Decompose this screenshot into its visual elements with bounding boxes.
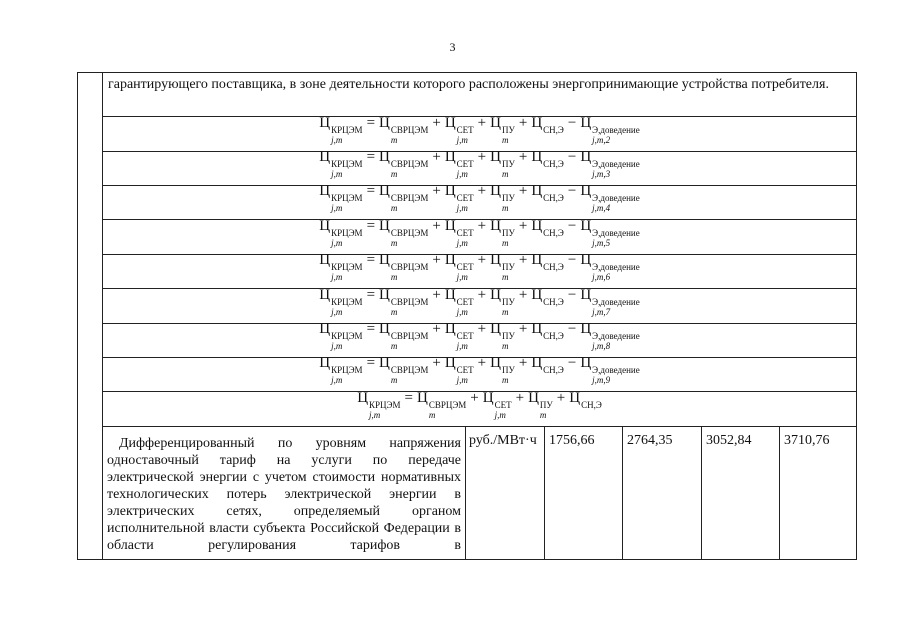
lhs-sub: j,m — [331, 307, 343, 317]
term-1-base: Ц — [379, 149, 390, 165]
term-3-sup: ПУ — [501, 365, 515, 375]
lhs-sub: j,m — [331, 135, 343, 145]
term-2-sup: СЕТ — [456, 297, 474, 307]
operator: + — [432, 218, 441, 234]
operator: + — [477, 355, 487, 371]
lhs-base: Ц — [319, 115, 331, 131]
index-column — [78, 73, 103, 559]
term-5-sup: Э,доведение — [592, 331, 640, 341]
formula — [103, 390, 856, 420]
term-2-sub: j,m — [456, 272, 468, 282]
term-4-base: Ц — [531, 183, 543, 199]
operator: − — [567, 321, 577, 337]
operator: = — [366, 321, 376, 337]
term-1-sup: СВРЦЭМ — [390, 365, 429, 375]
tariff-value-3: 3052,84 — [706, 433, 752, 448]
term-2-sup: СЕТ — [456, 193, 474, 203]
term-3-base: Ц — [490, 252, 501, 268]
term-3-base: Ц — [490, 218, 501, 234]
term-3-base: Ц — [528, 390, 539, 406]
term-1-sub: m — [390, 135, 398, 145]
term-1-sub: m — [390, 307, 398, 317]
lhs-sup: КРЦЭМ — [331, 297, 363, 307]
term-4-sup: СН,Э — [581, 400, 602, 410]
operator: − — [567, 115, 577, 131]
term-5-base: Ц — [580, 218, 592, 234]
term-3-base: Ц — [490, 183, 501, 199]
operator: + — [432, 321, 441, 337]
term-1-sup: СВРЦЭМ — [390, 331, 429, 341]
term-1-base: Ц — [379, 355, 390, 371]
term-2-sub: j,m — [456, 307, 468, 317]
term-2-sup: СЕТ — [456, 125, 474, 135]
lhs-sup: КРЦЭМ — [331, 228, 363, 238]
term-5-base: Ц — [580, 321, 592, 337]
operator: + — [518, 321, 528, 337]
lhs-sup: КРЦЭМ — [331, 365, 363, 375]
term-1-sub: m — [390, 272, 398, 282]
operator: + — [477, 287, 487, 303]
lhs-sub: j,m — [331, 169, 343, 179]
operator: − — [567, 183, 577, 199]
formula — [103, 287, 856, 317]
term-1-sub: m — [428, 410, 436, 420]
term-3-sub: m — [501, 238, 509, 248]
operator: − — [567, 218, 577, 234]
operator: + — [470, 390, 479, 406]
operator: = — [404, 390, 413, 406]
term-3-sub: m — [501, 375, 509, 385]
operator: + — [432, 252, 441, 268]
formula — [103, 183, 856, 213]
term-1-base: Ц — [379, 115, 390, 131]
lhs-base: Ц — [319, 321, 331, 337]
term-2-base: Ц — [444, 321, 456, 337]
lhs-sup: КРЦЭМ — [369, 400, 401, 410]
term-1-sub: m — [390, 203, 398, 213]
term-1-sup: СВРЦЭМ — [390, 262, 429, 272]
term-4-sup: СН,Э — [543, 228, 564, 238]
term-4-sup: СН,Э — [543, 331, 564, 341]
operator: + — [518, 149, 528, 165]
term-4-sup: СН,Э — [543, 297, 564, 307]
formula — [103, 355, 856, 385]
operator: = — [366, 355, 376, 371]
lhs-base: Ц — [319, 287, 331, 303]
term-3-sub: m — [501, 307, 509, 317]
term-2-base: Ц — [444, 252, 456, 268]
term-4-sup: СН,Э — [543, 262, 564, 272]
term-1-sub: m — [390, 341, 398, 351]
term-4-base: Ц — [531, 287, 543, 303]
term-5-sub: j,m,5 — [592, 238, 611, 248]
term-5-sup: Э,доведение — [592, 193, 640, 203]
term-5-base: Ц — [580, 183, 592, 199]
term-1-base: Ц — [379, 218, 390, 234]
term-2-sub: j,m — [456, 238, 468, 248]
lhs-base: Ц — [319, 183, 331, 199]
term-1-sub: m — [390, 238, 398, 248]
formula-row — [103, 391, 856, 426]
tariff-value-1: 1756,66 — [549, 433, 595, 448]
term-3-base: Ц — [490, 355, 501, 371]
term-3-base: Ц — [490, 287, 501, 303]
term-5-sup: Э,доведение — [592, 159, 640, 169]
lhs-sub: j,m — [331, 238, 343, 248]
term-1-sup: СВРЦЭМ — [390, 228, 429, 238]
lhs-sub: j,m — [331, 341, 343, 351]
intro-text: гарантирующего поставщика, в зоне деятельности которого расположены энергопринимающие устройства потребителя. — [108, 77, 829, 92]
term-3-sup: ПУ — [501, 262, 515, 272]
formula — [103, 149, 856, 179]
lhs-sup: КРЦЭМ — [331, 125, 363, 135]
term-3-base: Ц — [490, 115, 501, 131]
formula-row — [103, 219, 856, 254]
term-2-sub: j,m — [456, 341, 468, 351]
term-2-sub: j,m — [456, 203, 468, 213]
term-2-base: Ц — [482, 390, 494, 406]
term-4-base: Ц — [531, 149, 543, 165]
term-1-base: Ц — [379, 287, 390, 303]
tariff-row — [103, 426, 856, 559]
term-1-base: Ц — [379, 252, 390, 268]
term-4-base: Ц — [531, 218, 543, 234]
term-5-base: Ц — [580, 252, 592, 268]
term-3-sup: ПУ — [501, 297, 515, 307]
lhs-sup: КРЦЭМ — [331, 331, 363, 341]
term-4-sup: СН,Э — [543, 193, 564, 203]
lhs-sup: КРЦЭМ — [331, 159, 363, 169]
term-5-sub: j,m,3 — [592, 169, 611, 179]
term-5-base: Ц — [580, 115, 592, 131]
term-2-sub: j,m — [456, 135, 468, 145]
term-2-sup: СЕТ — [456, 228, 474, 238]
term-5-base: Ц — [580, 287, 592, 303]
operator: − — [567, 252, 577, 268]
term-3-base: Ц — [490, 321, 501, 337]
term-1-sup: СВРЦЭМ — [390, 159, 429, 169]
operator: = — [366, 252, 376, 268]
term-1-sub: m — [390, 169, 398, 179]
term-2-sub: j,m — [456, 375, 468, 385]
operator: + — [477, 149, 487, 165]
operator: + — [477, 115, 487, 131]
operator: + — [477, 252, 487, 268]
term-2-base: Ц — [444, 183, 456, 199]
operator: + — [518, 115, 528, 131]
term-1-sup: СВРЦЭМ — [390, 125, 429, 135]
operator: = — [366, 218, 376, 234]
term-4-base: Ц — [531, 355, 543, 371]
lhs-sub: j,m — [331, 272, 343, 282]
formula — [103, 252, 856, 282]
operator: − — [567, 355, 577, 371]
term-3-sub: m — [501, 203, 509, 213]
formula — [103, 321, 856, 351]
lhs-base: Ц — [357, 390, 369, 406]
lhs-sup: КРЦЭМ — [331, 193, 363, 203]
term-2-sup: СЕТ — [456, 365, 474, 375]
formula-row — [103, 185, 856, 219]
term-2-sup: СЕТ — [456, 159, 474, 169]
operator: + — [432, 183, 441, 199]
operator: − — [567, 287, 577, 303]
term-3-sup: ПУ — [501, 159, 515, 169]
term-5-sup: Э,доведение — [592, 125, 640, 135]
lhs-sub: j,m — [331, 375, 343, 385]
term-2-sub: j,m — [456, 169, 468, 179]
term-1-sup: СВРЦЭМ — [390, 193, 429, 203]
operator: = — [366, 149, 376, 165]
term-5-sup: Э,доведение — [592, 262, 640, 272]
term-2-base: Ц — [444, 149, 456, 165]
formula-row — [103, 254, 856, 288]
term-2-base: Ц — [444, 355, 456, 371]
formula-row — [103, 288, 856, 323]
operator: + — [477, 218, 487, 234]
operator: = — [366, 115, 376, 131]
term-1-base: Ц — [416, 390, 428, 406]
operator: + — [432, 287, 441, 303]
term-5-sub: j,m,2 — [592, 135, 611, 145]
page-number: 3 — [449, 40, 456, 54]
operator: + — [518, 183, 528, 199]
term-5-sub: j,m,7 — [592, 307, 611, 317]
term-4-sup: СН,Э — [543, 365, 564, 375]
term-5-sub: j,m,8 — [592, 341, 611, 351]
term-1-base: Ц — [379, 183, 390, 199]
operator: − — [567, 149, 577, 165]
term-1-sup: СВРЦЭМ — [428, 400, 467, 410]
lhs-base: Ц — [319, 218, 331, 234]
formula-row — [103, 151, 856, 185]
term-2-base: Ц — [444, 287, 456, 303]
term-3-sub: m — [501, 169, 509, 179]
term-5-sup: Э,доведение — [592, 228, 640, 238]
operator: + — [518, 287, 528, 303]
term-3-sup: ПУ — [501, 228, 515, 238]
term-3-sup: ПУ — [501, 193, 515, 203]
term-3-sup: ПУ — [501, 331, 515, 341]
operator: + — [432, 149, 441, 165]
term-4-base: Ц — [569, 390, 581, 406]
term-2-sup: СЕТ — [456, 331, 474, 341]
term-2-base: Ц — [444, 218, 456, 234]
formula — [103, 115, 856, 145]
tariff-unit: руб./МВт·ч — [469, 433, 537, 448]
term-2-sup: СЕТ — [456, 262, 474, 272]
term-2-sup: СЕТ — [494, 400, 512, 410]
lhs-sub: j,m — [331, 203, 343, 213]
operator: + — [477, 321, 487, 337]
term-5-sub: j,m,6 — [592, 272, 611, 282]
term-3-base: Ц — [490, 149, 501, 165]
tariff-value-4: 3710,76 — [784, 433, 830, 448]
operator: + — [432, 115, 441, 131]
term-2-base: Ц — [444, 115, 456, 131]
term-3-sub: m — [501, 341, 509, 351]
term-5-sup: Э,доведение — [592, 297, 640, 307]
term-3-sub: m — [501, 135, 509, 145]
term-5-sub: j,m,9 — [592, 375, 611, 385]
term-4-sup: СН,Э — [543, 159, 564, 169]
operator: + — [515, 390, 525, 406]
operator: + — [518, 252, 528, 268]
lhs-base: Ц — [319, 355, 331, 371]
term-5-sup: Э,доведение — [592, 365, 640, 375]
lhs-base: Ц — [319, 149, 331, 165]
term-3-sub: m — [501, 272, 509, 282]
operator: + — [518, 218, 528, 234]
tariff-table — [77, 72, 857, 560]
term-1-sup: СВРЦЭМ — [390, 297, 429, 307]
operator: + — [477, 183, 487, 199]
operator: = — [366, 287, 376, 303]
operator: + — [432, 355, 441, 371]
term-5-base: Ц — [580, 355, 592, 371]
term-5-base: Ц — [580, 149, 592, 165]
term-4-base: Ц — [531, 115, 543, 131]
lhs-sup: КРЦЭМ — [331, 262, 363, 272]
tariff-value-2: 2764,35 — [627, 433, 673, 448]
term-3-sup: ПУ — [501, 125, 515, 135]
term-4-sup: СН,Э — [543, 125, 564, 135]
term-3-sub: m — [539, 410, 547, 420]
formula-row — [103, 116, 856, 151]
lhs-sub: j,m — [369, 410, 381, 420]
term-3-sup: ПУ — [539, 400, 553, 410]
term-5-sub: j,m,4 — [592, 203, 611, 213]
operator: = — [366, 183, 376, 199]
operator: + — [518, 355, 528, 371]
tariff-description: Дифференцированный по уровням напряжения одноставочный тариф на услуги по передаче электрической энергии с учетом стоимости нормативных технологических потерь электрической энергии в электрических сетях, определяемый органом исполнительной власти субъекта Российской Федерации в области регулирования тарифов в — [107, 436, 461, 553]
term-2-sub: j,m — [494, 410, 506, 420]
term-1-base: Ц — [379, 321, 390, 337]
term-4-base: Ц — [531, 252, 543, 268]
formula — [103, 218, 856, 248]
term-1-sub: m — [390, 375, 398, 385]
lhs-base: Ц — [319, 252, 331, 268]
operator: + — [556, 390, 566, 406]
term-4-base: Ц — [531, 321, 543, 337]
formula-row — [103, 357, 856, 391]
formula-row — [103, 323, 856, 357]
